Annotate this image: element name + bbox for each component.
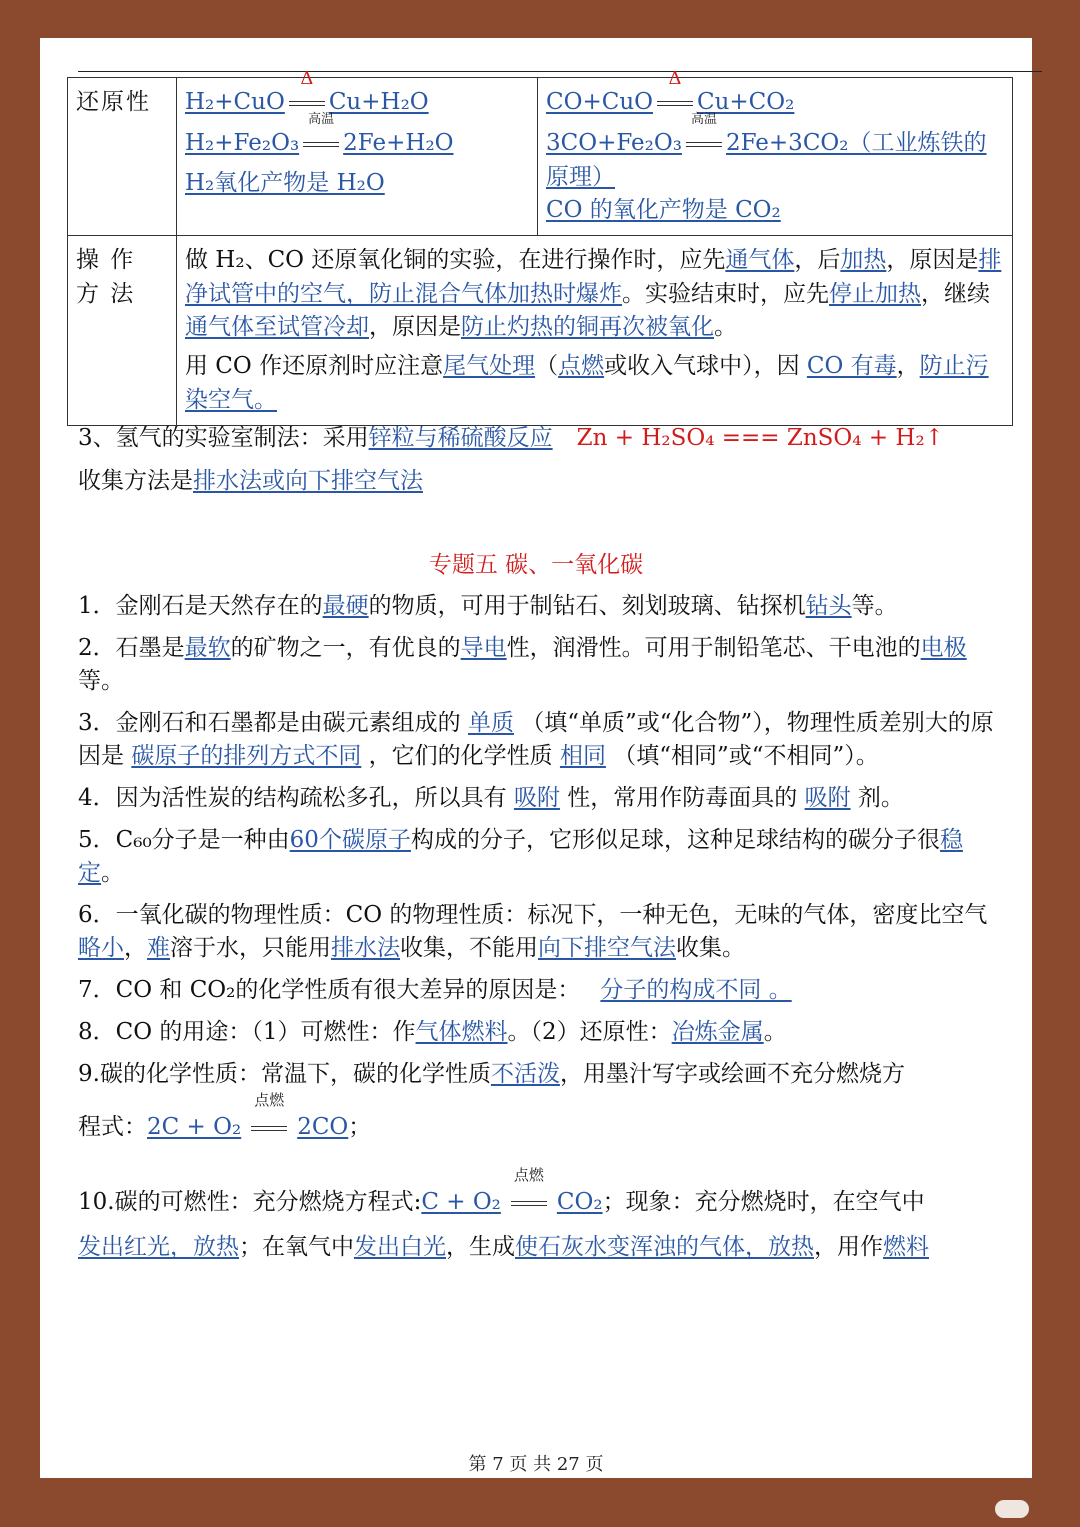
page-number: 第 7 页 共 27 页 [468, 1454, 604, 1475]
equation-line: H₂+Fe₂O₃ 高温 2Fe+H₂O [185, 112, 454, 157]
list-item: 6．一氧化碳的物理性质：CO 的物理性质：标况下，一种无色，无味的气体，密度比空气略小，难溶于水，只能用排水法收集，不能用向下排空气法收集。 [78, 902, 988, 961]
table-row [68, 236, 1013, 426]
list-item: 1．金刚石是天然存在的最硬的物质，可用于制钻石、刻划玻璃、钻探机钻头等。 [78, 593, 898, 619]
equation-line: H₂+CuO Δ Cu+H₂O [185, 68, 429, 115]
list-item: 5．C₆₀分子是一种由60个碳原子构成的分子，它形似足球，这种足球结构的碳分子很稳定。 [78, 827, 963, 886]
operation-paragraph: 用 CO 作还原剂时应注意尾气处理（点燃或收入气球中），因 CO 有毒，防止污染空气。 [185, 353, 989, 413]
topic-items [78, 590, 1008, 1264]
document-page [40, 38, 1032, 1478]
topic-title: 专题五 碳、一氧化碳 [428, 552, 644, 578]
list-item: 程式：2C + O₂ 点燃 2CO； [78, 1091, 372, 1140]
operation-paragraph: 做 H₂、CO 还原氧化铜的实验，在进行操作时，应先通气体，后加热，原因是排净试管中的空气，防止混合气体加热时爆炸。实验结束时，应先停止加热，继续通气体至试管冷却，原因是防止灼热的铜再次被氧化。 [185, 247, 1002, 341]
list-item: 7．CO 和 CO₂的化学性质有很大差异的原因是： 分子的构成不同 。 [78, 977, 792, 1003]
list-item: 3．金刚石和石墨都是由碳元素组成的 单质 （填“单质”或“化合物”），物理性质差别大的原因是 碳原子的排列方式不同 ，它们的化学性质 相同 （填“相同”或“不相同”）。 [78, 710, 994, 769]
list-item: 10.碳的可燃性：充分燃烧方程式:C + O₂ 点燃 CO₂；现象：充分燃烧时，在空气中 [78, 1166, 925, 1215]
hydrogen-lab-section [78, 422, 1008, 498]
list-item: 2．石墨是最软的矿物之一，有优良的导电性，润滑性。可用于制铅笔芯、干电池的电极等。 [78, 635, 967, 694]
co-equations-cell [538, 68, 1013, 236]
watermark-logo [995, 1500, 1029, 1518]
operation-cell [177, 236, 1013, 426]
list-item: 发出红光，放热；在氧气中发出白光，生成使石灰水变浑浊的气体，放热，用作燃料 [78, 1234, 929, 1260]
list-item: 8．CO 的用途：（1）可燃性：作气体燃料。（2）还原性：冶炼金属。 [78, 1019, 787, 1045]
equation-line: H₂氧化产物是 H₂O [185, 169, 385, 196]
list-item: 9.碳的化学性质：常温下，碳的化学性质不活泼，用墨汁写字或绘画不充分燃烧方 [78, 1061, 905, 1087]
equation-line: 3CO+Fe₂O₃ 高温 2Fe+3CO₂（工业炼铁的原理） [546, 112, 987, 190]
text-line: 3、氢气的实验室制法：采用锌粒与稀硫酸反应 Zn + H₂SO₄ === ZnSO₄ + H₂↑ [78, 425, 944, 451]
equation-line: CO+CuO Δ Cu+CO₂ [546, 68, 795, 115]
row-head-reducibility: 还原性 [68, 78, 177, 236]
comparison-table [67, 68, 1013, 426]
text-line: 收集方法是排水法或向下排空气法 [78, 468, 423, 494]
equation-line: CO 的氧化产物是 CO₂ [546, 197, 781, 224]
h2-equations-cell [177, 68, 538, 236]
row-head-operation: 操 作 方 法 [68, 236, 177, 426]
table-row [68, 78, 1013, 236]
list-item: 4．因为活性炭的结构疏松多孔，所以具有 吸附 性，常用作防毒面具的 吸附 剂。 [78, 785, 904, 811]
header-rule [78, 71, 1042, 72]
